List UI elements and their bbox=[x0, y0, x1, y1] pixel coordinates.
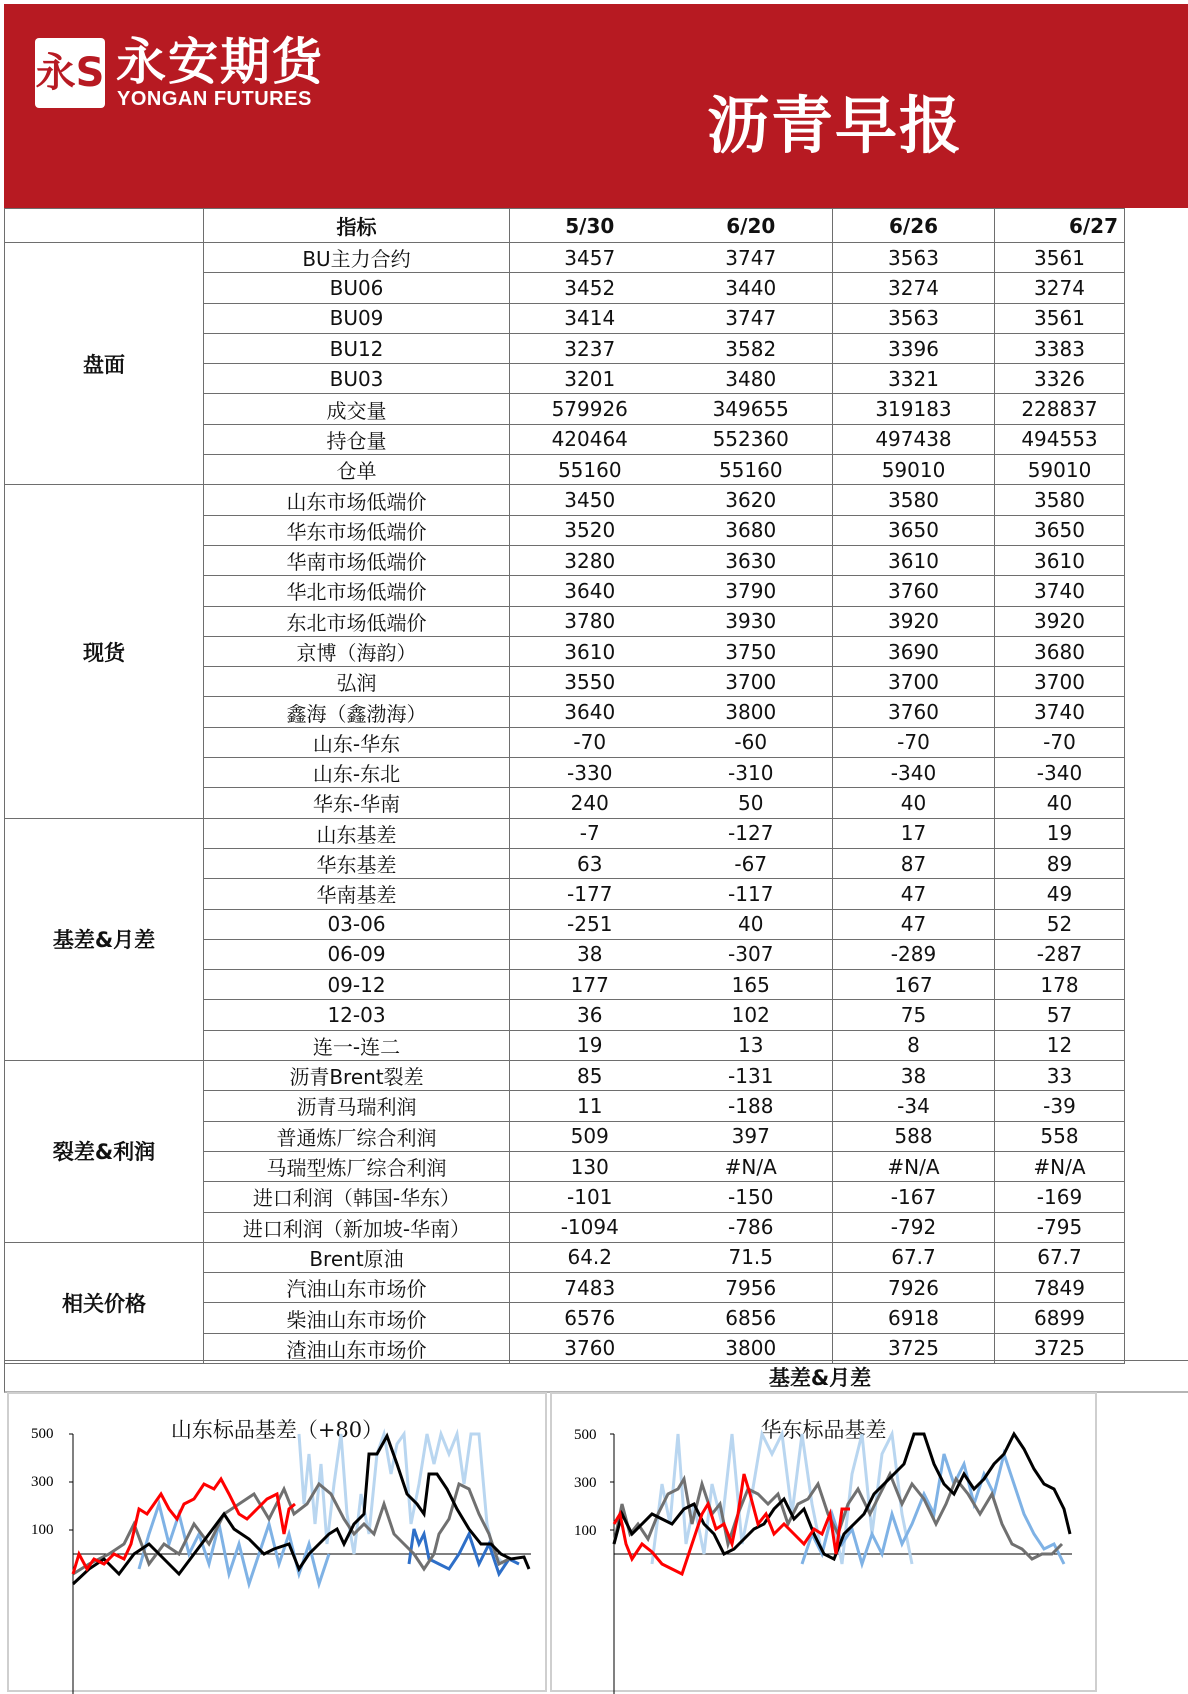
indicator-label: 马瑞型炼厂综合利润 bbox=[204, 1151, 510, 1181]
indicator-label: 柴油山东市场价 bbox=[204, 1303, 510, 1333]
value-cell: -340 bbox=[833, 758, 995, 788]
value-cell: 3396 bbox=[833, 333, 995, 363]
value-cell: -101 bbox=[510, 1182, 670, 1212]
value-cell: 3457 bbox=[510, 243, 670, 273]
value-cell: 3582 bbox=[670, 333, 833, 363]
value-cell: 3630 bbox=[670, 545, 833, 575]
value-cell: 3383 bbox=[995, 333, 1125, 363]
indicator-label: 华东-华南 bbox=[204, 788, 510, 818]
value-cell: -251 bbox=[510, 909, 670, 939]
value-cell: 17 bbox=[833, 818, 995, 848]
indicator-label: 华东市场低端价 bbox=[204, 515, 510, 545]
value-cell: -131 bbox=[670, 1061, 833, 1091]
value-cell: 3563 bbox=[833, 303, 995, 333]
value-cell: 3650 bbox=[995, 515, 1125, 545]
value-cell: 178 bbox=[995, 970, 1125, 1000]
value-cell: 3680 bbox=[995, 636, 1125, 666]
indicator-label: 沥青马瑞利润 bbox=[204, 1091, 510, 1121]
value-cell: 40 bbox=[995, 788, 1125, 818]
value-cell: -127 bbox=[670, 818, 833, 848]
value-cell: -70 bbox=[995, 727, 1125, 757]
header-date-1: 5/30 bbox=[510, 209, 670, 243]
indicator-label: 弘润 bbox=[204, 667, 510, 697]
value-cell: -150 bbox=[670, 1182, 833, 1212]
table-row bbox=[5, 818, 1125, 848]
value-cell: -795 bbox=[995, 1212, 1125, 1242]
value-cell: 49 bbox=[995, 879, 1125, 909]
value-cell: #N/A bbox=[833, 1151, 995, 1181]
value-cell: 7483 bbox=[510, 1273, 670, 1303]
value-cell: -307 bbox=[670, 939, 833, 969]
value-cell: -330 bbox=[510, 758, 670, 788]
value-cell: 3760 bbox=[510, 1333, 670, 1363]
value-cell: 3480 bbox=[670, 364, 833, 394]
value-cell: 67.7 bbox=[833, 1242, 995, 1272]
indicator-label: 山东市场低端价 bbox=[204, 485, 510, 515]
indicator-label: 山东基差 bbox=[204, 818, 510, 848]
value-cell: 3550 bbox=[510, 667, 670, 697]
indicator-label: 华南基差 bbox=[204, 879, 510, 909]
value-cell: 130 bbox=[510, 1151, 670, 1181]
value-cell: 3326 bbox=[995, 364, 1125, 394]
value-cell: 57 bbox=[995, 1000, 1125, 1030]
indicator-label: Brent原油 bbox=[204, 1242, 510, 1272]
charts-section-band bbox=[4, 1360, 1188, 1393]
value-cell: 52 bbox=[995, 909, 1125, 939]
value-cell: 228837 bbox=[995, 394, 1125, 424]
value-cell: 3760 bbox=[833, 697, 995, 727]
indicator-label: 12-03 bbox=[204, 1000, 510, 1030]
indicator-label: 进口利润（韩国-华东） bbox=[204, 1182, 510, 1212]
value-cell: 3790 bbox=[670, 576, 833, 606]
value-cell: 3680 bbox=[670, 515, 833, 545]
indicator-label: BU06 bbox=[204, 273, 510, 303]
value-cell: 3747 bbox=[670, 243, 833, 273]
value-cell: 349655 bbox=[670, 394, 833, 424]
value-cell: 7849 bbox=[995, 1273, 1125, 1303]
y-tick-500: 500 bbox=[574, 1427, 597, 1443]
value-cell: 3800 bbox=[670, 1333, 833, 1363]
value-cell: 7926 bbox=[833, 1273, 995, 1303]
value-cell: 6899 bbox=[995, 1303, 1125, 1333]
indicator-label: 山东-东北 bbox=[204, 758, 510, 788]
indicator-label: 03-06 bbox=[204, 909, 510, 939]
section-label: 裂差&利润 bbox=[5, 1061, 204, 1243]
value-cell: 167 bbox=[833, 970, 995, 1000]
chart-plot bbox=[552, 1394, 1099, 1694]
value-cell: 8 bbox=[833, 1030, 995, 1060]
value-cell: 3237 bbox=[510, 333, 670, 363]
value-cell: 3920 bbox=[833, 606, 995, 636]
table-row bbox=[5, 243, 1125, 273]
indicator-label: BU主力合约 bbox=[204, 243, 510, 273]
value-cell: 55160 bbox=[510, 455, 670, 485]
value-cell: 3760 bbox=[833, 576, 995, 606]
value-cell: 71.5 bbox=[670, 1242, 833, 1272]
value-cell: 3561 bbox=[995, 243, 1125, 273]
value-cell: 3563 bbox=[833, 243, 995, 273]
value-cell: 64.2 bbox=[510, 1242, 670, 1272]
header-indicator: 指标 bbox=[204, 209, 510, 243]
indicator-label: 东北市场低端价 bbox=[204, 606, 510, 636]
value-cell: 3201 bbox=[510, 364, 670, 394]
value-cell: 102 bbox=[670, 1000, 833, 1030]
value-cell: 3740 bbox=[995, 697, 1125, 727]
value-cell: 75 bbox=[833, 1000, 995, 1030]
value-cell: 165 bbox=[670, 970, 833, 1000]
value-cell: 50 bbox=[670, 788, 833, 818]
value-cell: 85 bbox=[510, 1061, 670, 1091]
indicator-label: 仓单 bbox=[204, 455, 510, 485]
value-cell: 3650 bbox=[833, 515, 995, 545]
indicator-label: 华北市场低端价 bbox=[204, 576, 510, 606]
value-cell: 12 bbox=[995, 1030, 1125, 1060]
value-cell: 3740 bbox=[995, 576, 1125, 606]
indicator-label: 进口利润（新加坡-华南） bbox=[204, 1212, 510, 1242]
value-cell: -786 bbox=[670, 1212, 833, 1242]
charts-section-title: 基差&月差 bbox=[768, 1366, 872, 1390]
header-date-2: 6/20 bbox=[670, 209, 833, 243]
value-cell: 19 bbox=[995, 818, 1125, 848]
value-cell: 3440 bbox=[670, 273, 833, 303]
value-cell: 552360 bbox=[670, 424, 833, 454]
value-cell: 3725 bbox=[833, 1333, 995, 1363]
table-header-row bbox=[5, 209, 1125, 243]
value-cell: 579926 bbox=[510, 394, 670, 424]
value-cell: 3930 bbox=[670, 606, 833, 636]
value-cell: 3700 bbox=[670, 667, 833, 697]
indicator-label: BU12 bbox=[204, 333, 510, 363]
value-cell: -167 bbox=[833, 1182, 995, 1212]
value-cell: -792 bbox=[833, 1212, 995, 1242]
value-cell: 3274 bbox=[833, 273, 995, 303]
value-cell: 63 bbox=[510, 848, 670, 878]
value-cell: 3580 bbox=[833, 485, 995, 515]
value-cell: -60 bbox=[670, 727, 833, 757]
value-cell: 7956 bbox=[670, 1273, 833, 1303]
value-cell: 3561 bbox=[995, 303, 1125, 333]
value-cell: 3750 bbox=[670, 636, 833, 666]
value-cell: -287 bbox=[995, 939, 1125, 969]
value-cell: -188 bbox=[670, 1091, 833, 1121]
value-cell: 3640 bbox=[510, 576, 670, 606]
chart-huadong-basis bbox=[550, 1392, 1097, 1692]
value-cell: 67.7 bbox=[995, 1242, 1125, 1272]
value-cell: 3747 bbox=[670, 303, 833, 333]
indicator-label: 持仓量 bbox=[204, 424, 510, 454]
value-cell: 40 bbox=[833, 788, 995, 818]
value-cell: 59010 bbox=[995, 455, 1125, 485]
table-row bbox=[5, 485, 1125, 515]
value-cell: -1094 bbox=[510, 1212, 670, 1242]
y-tick-100: 100 bbox=[31, 1522, 54, 1538]
indicator-label: 09-12 bbox=[204, 970, 510, 1000]
value-cell: -177 bbox=[510, 879, 670, 909]
value-cell: 6918 bbox=[833, 1303, 995, 1333]
value-cell: 509 bbox=[510, 1121, 670, 1151]
value-cell: 177 bbox=[510, 970, 670, 1000]
value-cell: -310 bbox=[670, 758, 833, 788]
value-cell: 38 bbox=[510, 939, 670, 969]
value-cell: -340 bbox=[995, 758, 1125, 788]
y-tick-100: 100 bbox=[574, 1523, 597, 1539]
indicator-label: 成交量 bbox=[204, 394, 510, 424]
value-cell: 420464 bbox=[510, 424, 670, 454]
value-cell: -34 bbox=[833, 1091, 995, 1121]
indicator-label: 渣油山东市场价 bbox=[204, 1333, 510, 1363]
value-cell: 3620 bbox=[670, 485, 833, 515]
value-cell: -117 bbox=[670, 879, 833, 909]
value-cell: 3690 bbox=[833, 636, 995, 666]
report-banner bbox=[4, 4, 1188, 208]
value-cell: 40 bbox=[670, 909, 833, 939]
indicator-label: 汽油山东市场价 bbox=[204, 1273, 510, 1303]
value-cell: 3520 bbox=[510, 515, 670, 545]
value-cell: 558 bbox=[995, 1121, 1125, 1151]
company-name-cn: 永安期货 bbox=[116, 33, 324, 91]
section-label: 现货 bbox=[5, 485, 204, 818]
chart-title: 山东标品基差（+80） bbox=[170, 1418, 384, 1442]
table-row bbox=[5, 1242, 1125, 1272]
value-cell: 588 bbox=[833, 1121, 995, 1151]
value-cell: 36 bbox=[510, 1000, 670, 1030]
indicator-label: 华东基差 bbox=[204, 848, 510, 878]
value-cell: 59010 bbox=[833, 455, 995, 485]
header-date-3: 6/26 bbox=[833, 209, 995, 243]
y-tick-500: 500 bbox=[31, 1426, 54, 1442]
value-cell: 19 bbox=[510, 1030, 670, 1060]
y-tick-300: 300 bbox=[31, 1474, 54, 1490]
value-cell: 3780 bbox=[510, 606, 670, 636]
value-cell: 3640 bbox=[510, 697, 670, 727]
logo-icon: 永S bbox=[35, 50, 105, 96]
indicator-label: BU09 bbox=[204, 303, 510, 333]
value-cell: 397 bbox=[670, 1121, 833, 1151]
indicator-label: 华南市场低端价 bbox=[204, 545, 510, 575]
value-cell: #N/A bbox=[995, 1151, 1125, 1181]
value-cell: 11 bbox=[510, 1091, 670, 1121]
header-section-blank bbox=[5, 209, 204, 243]
indicator-label: 沥青Brent裂差 bbox=[204, 1061, 510, 1091]
value-cell: 3610 bbox=[510, 636, 670, 666]
value-cell: -169 bbox=[995, 1182, 1125, 1212]
value-cell: 3610 bbox=[995, 545, 1125, 575]
indicator-label: 普通炼厂综合利润 bbox=[204, 1121, 510, 1151]
value-cell: 3452 bbox=[510, 273, 670, 303]
value-cell: 33 bbox=[995, 1061, 1125, 1091]
value-cell: 6576 bbox=[510, 1303, 670, 1333]
section-label: 相关价格 bbox=[5, 1242, 204, 1363]
value-cell: 3580 bbox=[995, 485, 1125, 515]
value-cell: -70 bbox=[833, 727, 995, 757]
section-label: 基差&月差 bbox=[5, 818, 204, 1060]
table-row bbox=[5, 1061, 1125, 1091]
value-cell: -67 bbox=[670, 848, 833, 878]
indicator-label: 连一-连二 bbox=[204, 1030, 510, 1060]
value-cell: 55160 bbox=[670, 455, 833, 485]
value-cell: 87 bbox=[833, 848, 995, 878]
value-cell: #N/A bbox=[670, 1151, 833, 1181]
indicator-table bbox=[4, 208, 1125, 1364]
value-cell: 38 bbox=[833, 1061, 995, 1091]
value-cell: 3280 bbox=[510, 545, 670, 575]
value-cell: -289 bbox=[833, 939, 995, 969]
value-cell: -7 bbox=[510, 818, 670, 848]
report-title: 沥青早报 bbox=[707, 89, 964, 162]
value-cell: 6856 bbox=[670, 1303, 833, 1333]
indicator-label: 06-09 bbox=[204, 939, 510, 969]
value-cell: -39 bbox=[995, 1091, 1125, 1121]
value-cell: 3414 bbox=[510, 303, 670, 333]
value-cell: 3800 bbox=[670, 697, 833, 727]
indicator-label: BU03 bbox=[204, 364, 510, 394]
value-cell: 3274 bbox=[995, 273, 1125, 303]
logo-mark bbox=[35, 38, 105, 108]
value-cell: 3920 bbox=[995, 606, 1125, 636]
value-cell: 319183 bbox=[833, 394, 995, 424]
value-cell: 47 bbox=[833, 879, 995, 909]
value-cell: 3700 bbox=[833, 667, 995, 697]
value-cell: -70 bbox=[510, 727, 670, 757]
value-cell: 3700 bbox=[995, 667, 1125, 697]
value-cell: 89 bbox=[995, 848, 1125, 878]
value-cell: 3725 bbox=[995, 1333, 1125, 1363]
indicator-label: 山东-华东 bbox=[204, 727, 510, 757]
value-cell: 494553 bbox=[995, 424, 1125, 454]
y-tick-300: 300 bbox=[574, 1475, 597, 1491]
indicator-label: 京博（海韵） bbox=[204, 636, 510, 666]
chart-shandong-basis bbox=[7, 1392, 547, 1692]
indicator-label: 鑫海（鑫渤海） bbox=[204, 697, 510, 727]
value-cell: 3610 bbox=[833, 545, 995, 575]
value-cell: 3450 bbox=[510, 485, 670, 515]
section-label: 盘面 bbox=[5, 243, 204, 485]
value-cell: 497438 bbox=[833, 424, 995, 454]
chart-plot bbox=[9, 1394, 549, 1694]
value-cell: 13 bbox=[670, 1030, 833, 1060]
header-date-4: 6/27 bbox=[995, 209, 1125, 243]
chart-title: 华东标品基差 bbox=[760, 1418, 887, 1442]
value-cell: 3321 bbox=[833, 364, 995, 394]
value-cell: 47 bbox=[833, 909, 995, 939]
value-cell: 240 bbox=[510, 788, 670, 818]
company-name-en: YONGAN FUTURES bbox=[117, 88, 312, 110]
